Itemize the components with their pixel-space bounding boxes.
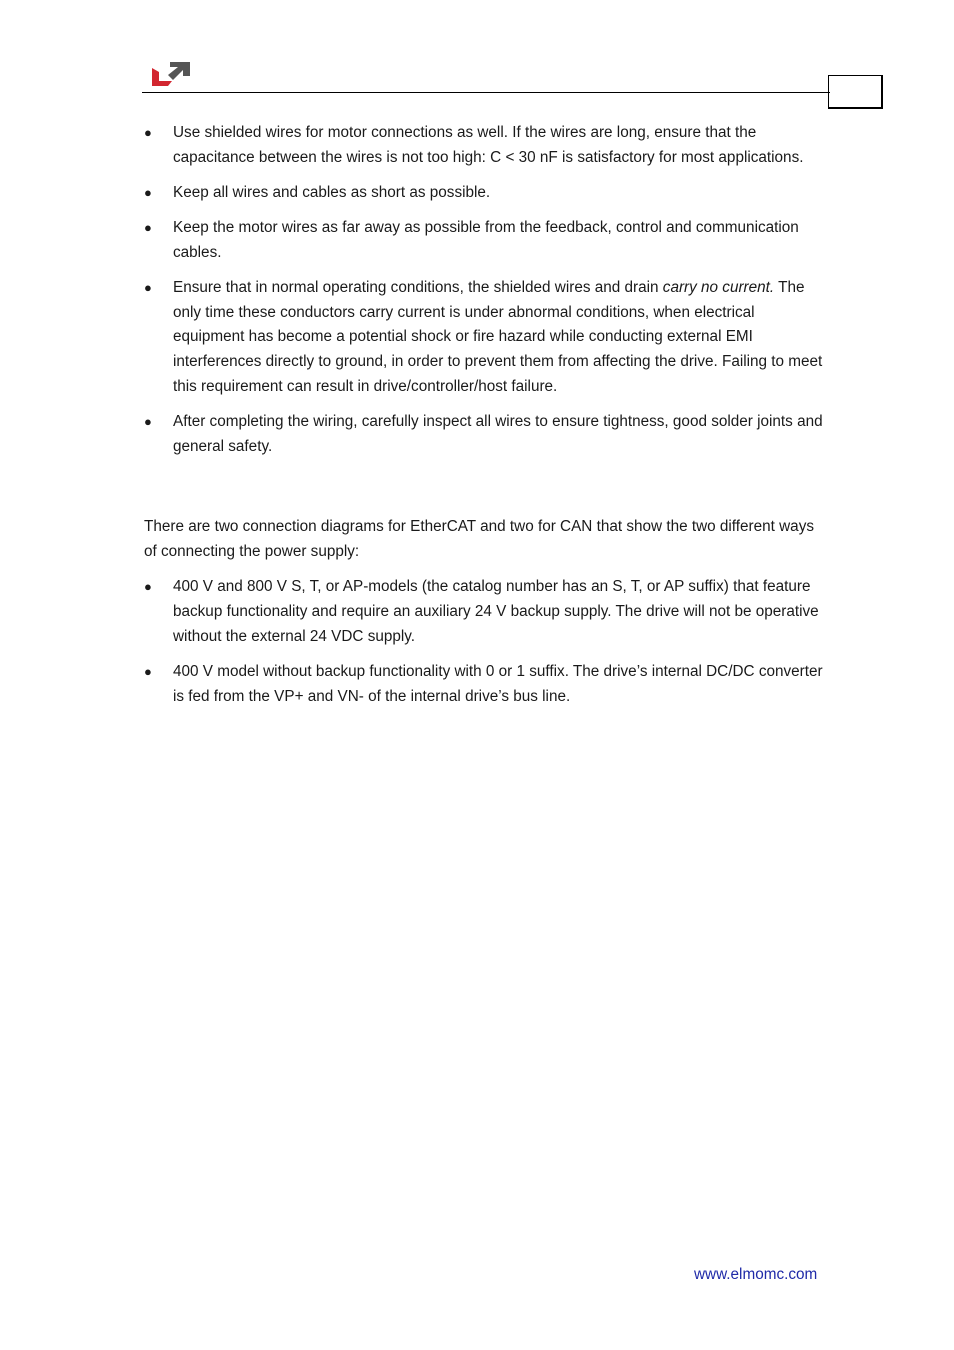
list-item: ● Use shielded wires for motor connections as well. If the wires are long, ensure that the capacitance between the wires is not too high: C < 30 nF is satisfactory for most applications. xyxy=(144,121,830,170)
bullet-icon: ● xyxy=(144,280,152,296)
intro-paragraph: There are two connection diagrams for EtherCAT and two for CAN that show the two different ways of connecting the power supply: xyxy=(144,518,814,561)
bullet-icon: ● xyxy=(144,663,152,679)
power-supply-options-list xyxy=(144,575,830,709)
bullet-icon: ● xyxy=(144,125,152,140)
list-item: ● Keep the motor wires as far away as possible from the feedback, control and communication cables. xyxy=(144,216,830,265)
list-item: ● 400 V and 800 V S, T, or AP-models (the catalog number has an S, T, or AP suffix) that feature backup functionality and require an auxiliary 24 V backup supply. The drive will not be operative without the external 24 VDC supply. xyxy=(144,575,830,649)
page-number-box xyxy=(828,75,883,109)
wiring-guidelines-list xyxy=(144,121,830,459)
bullet-icon: ● xyxy=(144,184,152,200)
list-item: ● After completing the wiring, carefully inspect all wires to ensure tightness, good solder joints and general safety. xyxy=(144,410,830,459)
bullet-icon: ● xyxy=(144,579,152,595)
emphasis-text: carry no current. xyxy=(662,279,775,297)
page-body xyxy=(144,121,830,720)
list-item: ● Ensure that in normal operating conditions, the shielded wires and drain carry no current. The only time these conductors carry current is under abnormal conditions, when electrical equipment has become a potential shock or fire hazard while conducting external EMI interferences directly to ground, in order to prevent them from affecting the drive. Failing to meet this requirement can result in drive/controller/host failure. xyxy=(144,276,830,400)
elmo-logo-icon xyxy=(148,58,192,90)
list-item: ● 400 V model without backup functionality with 0 or 1 suffix. The drive’s internal DC/DC converter is fed from the VP+ and VN- of the internal drive’s bus line. xyxy=(144,660,830,709)
footer-website-link[interactable]: www.elmomc.com xyxy=(694,1266,818,1283)
bullet-icon: ● xyxy=(144,220,152,236)
bullet-icon: ● xyxy=(144,414,152,430)
header-divider xyxy=(142,92,830,93)
list-item: ● Keep all wires and cables as short as possible. xyxy=(144,181,830,206)
